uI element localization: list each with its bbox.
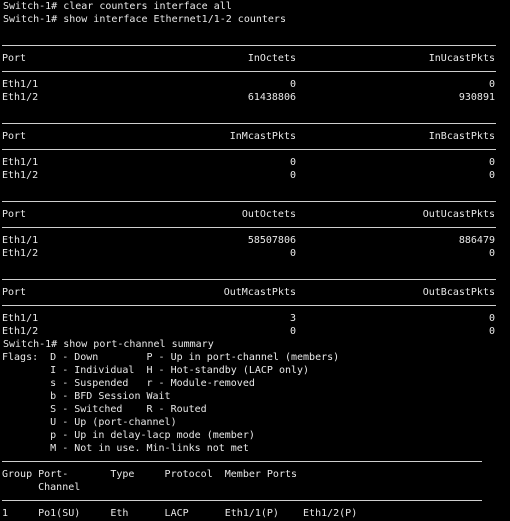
counter-row bbox=[0, 234, 510, 247]
counter-column-header: OutOctets bbox=[241, 209, 296, 220]
counter-value: 886479 bbox=[458, 235, 495, 246]
counter-value: 0 bbox=[289, 326, 296, 337]
counter-value: 58507806 bbox=[247, 235, 296, 246]
counter-value: 0 bbox=[289, 79, 296, 90]
divider bbox=[0, 299, 510, 312]
counter-row bbox=[0, 91, 510, 104]
blank-line bbox=[0, 182, 510, 195]
counter-column-header: OutMcastPkts bbox=[223, 287, 296, 298]
flags-line: b - BFD Session Wait bbox=[2, 391, 171, 402]
flags-line: p - Up in delay-lacp mode (member) bbox=[2, 430, 255, 441]
port-name: Eth1/1 bbox=[2, 157, 39, 168]
port-column-header: Port bbox=[2, 53, 27, 64]
counter-column-header: InMcastPkts bbox=[229, 131, 296, 142]
blank-line bbox=[0, 26, 510, 39]
counter-row bbox=[0, 78, 510, 91]
divider bbox=[0, 65, 510, 78]
flags-line: M - Not in use. Min-links not met bbox=[2, 443, 249, 454]
port-column-header: Port bbox=[2, 287, 27, 298]
divider bbox=[0, 143, 510, 156]
counter-header-row bbox=[0, 208, 510, 221]
counter-row bbox=[0, 156, 510, 169]
blank-line bbox=[0, 260, 510, 273]
counter-header-row bbox=[0, 130, 510, 143]
command-line: Switch-1# show interface Ethernet1/1-2 counters bbox=[3, 14, 286, 25]
flags-line: U - Up (port-channel) bbox=[2, 417, 177, 428]
summary-row: 1 Po1(SU) Eth LACP Eth1/1(P) Eth1/2(P) bbox=[2, 508, 358, 519]
summary-header: Channel bbox=[2, 482, 81, 493]
port-name: Eth1/2 bbox=[2, 92, 39, 103]
counter-header-row bbox=[0, 52, 510, 65]
summary-header: Group Port- Type Protocol Member Ports bbox=[2, 469, 298, 480]
counter-value: 3 bbox=[289, 313, 296, 324]
port-column-header: Port bbox=[2, 131, 27, 142]
flags-line: S - Switched R - Routed bbox=[2, 404, 207, 415]
command-line: Switch-1# clear counters interface all bbox=[3, 1, 232, 12]
counter-row bbox=[0, 325, 510, 338]
flags-line: s - Suspended r - Module-removed bbox=[2, 378, 255, 389]
counter-column-header: InUcastPkts bbox=[428, 53, 495, 64]
flags-line: Flags: D - Down P - Up in port-channel (members) bbox=[2, 352, 340, 363]
counter-column-header: OutUcastPkts bbox=[422, 209, 495, 220]
divider bbox=[0, 39, 510, 52]
port-column-header: Port bbox=[2, 209, 27, 220]
divider bbox=[0, 273, 510, 286]
flags-line: I - Individual H - Hot-standby (LACP only) bbox=[2, 365, 310, 376]
counter-column-header: InBcastPkts bbox=[428, 131, 495, 142]
divider bbox=[0, 195, 510, 208]
counter-value: 0 bbox=[488, 170, 495, 181]
divider bbox=[0, 117, 510, 130]
port-name: Eth1/2 bbox=[2, 326, 39, 337]
counter-value: 0 bbox=[289, 170, 296, 181]
counter-column-header: OutBcastPkts bbox=[422, 287, 495, 298]
counter-value: 0 bbox=[488, 79, 495, 90]
port-name: Eth1/2 bbox=[2, 248, 39, 259]
counter-value: 930891 bbox=[458, 92, 495, 103]
command-line: Switch-1# show port-channel summary bbox=[3, 339, 214, 350]
divider bbox=[0, 494, 510, 507]
counter-value: 61438806 bbox=[247, 92, 296, 103]
divider bbox=[0, 221, 510, 234]
counter-column-header: InOctets bbox=[247, 53, 296, 64]
counter-value: 0 bbox=[488, 248, 495, 259]
counter-row bbox=[0, 312, 510, 325]
blank-line bbox=[0, 104, 510, 117]
counter-value: 0 bbox=[289, 157, 296, 168]
counter-header-row bbox=[0, 286, 510, 299]
port-name: Eth1/1 bbox=[2, 313, 39, 324]
counter-value: 0 bbox=[488, 326, 495, 337]
divider bbox=[0, 455, 510, 468]
port-name: Eth1/1 bbox=[2, 79, 39, 90]
port-name: Eth1/2 bbox=[2, 170, 39, 181]
counter-row bbox=[0, 169, 510, 182]
port-name: Eth1/1 bbox=[2, 235, 39, 246]
counter-value: 0 bbox=[488, 157, 495, 168]
counter-value: 0 bbox=[289, 248, 296, 259]
counter-row bbox=[0, 247, 510, 260]
counter-value: 0 bbox=[488, 313, 495, 324]
